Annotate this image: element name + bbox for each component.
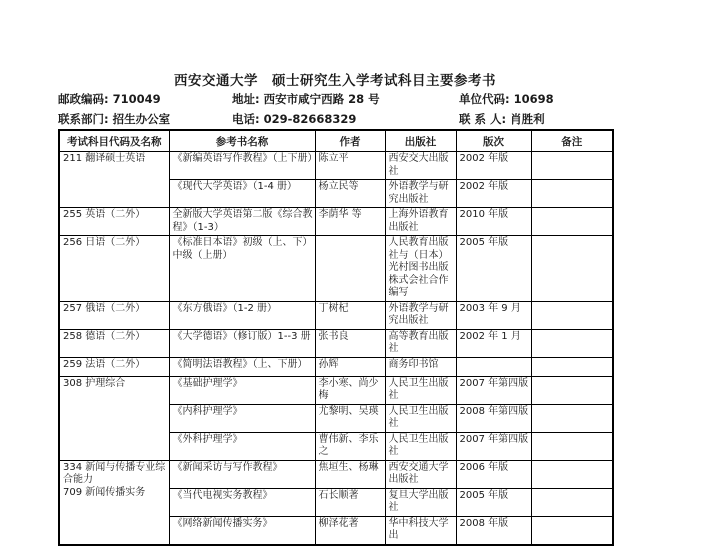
edition-cell: 2008 年第四版 (456, 404, 531, 432)
edition-cell: 2008 年版 (456, 516, 531, 545)
publisher-cell: 上海外语教育出版社 (385, 208, 456, 236)
postal-code-value: 710049 (112, 92, 161, 106)
author-cell: 尤黎明、吴瑛 (315, 404, 385, 432)
unit-code-label: 单位代码: (459, 92, 510, 106)
info-row-2 (58, 111, 612, 127)
header-edition: 版次 (456, 130, 531, 152)
header-author: 作者 (315, 130, 385, 152)
table-row (59, 236, 613, 302)
subject-cell: 256 日语（二外） (59, 236, 169, 302)
book-title-cell: 《简明法语教程》（上、下册） (169, 357, 315, 376)
note-cell (531, 208, 613, 236)
contact-person-value: 肖胜利 (510, 112, 545, 126)
table-body (59, 152, 613, 545)
note-cell (531, 404, 613, 432)
note-cell (531, 180, 613, 208)
subject-cell: 334 新闻与传播专业综合能力 709 新闻传播实务 (59, 460, 169, 545)
author-cell: 陈立平 (315, 152, 385, 180)
publisher-cell: 西安交通大学出版社 (385, 460, 456, 488)
author-cell: 柳泽花著 (315, 516, 385, 545)
address-label: 地址: (232, 92, 260, 106)
header-book-title: 参考书名称 (169, 130, 315, 152)
edition-cell: 2002 年 1 月 (456, 329, 531, 357)
header-note: 备注 (531, 130, 613, 152)
department-label: 联系部门: (58, 112, 109, 126)
phone-field (232, 111, 356, 127)
edition-cell: 2006 年版 (456, 460, 531, 488)
publisher-cell: 复旦大学出版社 (385, 488, 456, 516)
address-field (232, 91, 380, 107)
edition-cell: 2007 年第四版 (456, 376, 531, 404)
header-subject: 考试科目代码及名称 (59, 130, 169, 152)
book-title-cell: 《大学德语》（修订版）1--3 册 (169, 329, 315, 357)
publisher-cell: 高等教育出版社 (385, 329, 456, 357)
subject-cell: 255 英语（二外） (59, 208, 169, 236)
note-cell (531, 329, 613, 357)
header-publisher: 出版社 (385, 130, 456, 152)
edition-cell: 2005 年版 (456, 236, 531, 302)
note-cell (531, 516, 613, 545)
book-title-cell: 《内科护理学》 (169, 404, 315, 432)
unit-code-field (459, 91, 554, 107)
postal-code-field (58, 91, 161, 107)
department-value: 招生办公室 (112, 112, 171, 126)
table-row (59, 152, 613, 180)
publisher-cell: 人民教育出版社与（日本）光村图书出版株式会社合作编写 (385, 236, 456, 302)
note-cell (531, 432, 613, 460)
edition-cell: 2002 年版 (456, 180, 531, 208)
author-cell: 孙辉 (315, 357, 385, 376)
address-value: 西安市咸宁西路 28 号 (263, 92, 380, 106)
subject-cell: 308 护理综合 (59, 376, 169, 460)
author-cell: 张书良 (315, 329, 385, 357)
phone-label: 电话: (232, 112, 260, 126)
note-cell (531, 460, 613, 488)
info-row-1 (58, 91, 612, 107)
note-cell (531, 376, 613, 404)
book-title-cell: 《网络新闻传播实务》 (169, 516, 315, 545)
edition-cell: 2002 年版 (456, 152, 531, 180)
subject-cell: 257 俄语（二外） (59, 301, 169, 329)
note-cell (531, 357, 613, 376)
publisher-cell: 外语教学与研究出版社 (385, 180, 456, 208)
note-cell (531, 152, 613, 180)
author-cell: 丁树杞 (315, 301, 385, 329)
book-title-cell: 《新编英语写作教程》（上下册） (169, 152, 315, 180)
book-title-cell: 全新版大学英语第二版《综合教程》（1-3） (169, 208, 315, 236)
author-cell: 李荫华 等 (315, 208, 385, 236)
book-title-cell: 《现代大学英语》（1-4 册） (169, 180, 315, 208)
publisher-cell: 西安交大出版社 (385, 152, 456, 180)
phone-value: 029-82668329 (263, 112, 357, 126)
edition-cell: 2005 年版 (456, 488, 531, 516)
book-title-cell: 《标准日本语》初级（上、下）中级（上册） (169, 236, 315, 302)
publisher-cell: 人民卫生出版社 (385, 376, 456, 404)
edition-cell: 2010 年版 (456, 208, 531, 236)
publisher-cell: 外语教学与研究出版社 (385, 301, 456, 329)
table-header (59, 130, 613, 152)
table-row (59, 301, 613, 329)
book-title-cell: 《基础护理学》 (169, 376, 315, 404)
header-row (59, 130, 613, 152)
postal-code-label: 邮政编码: (58, 92, 109, 106)
publisher-cell: 华中科技大学出 (385, 516, 456, 545)
table-row (59, 460, 613, 488)
table-row (59, 208, 613, 236)
edition-cell (456, 357, 531, 376)
author-cell: 杨立民等 (315, 180, 385, 208)
table-row (59, 357, 613, 376)
reference-books-table (58, 129, 614, 546)
note-cell (531, 301, 613, 329)
edition-cell: 2007 年第四版 (456, 432, 531, 460)
author-cell: 李小寒、尚少梅 (315, 376, 385, 404)
contact-person-label: 联 系 人: (459, 112, 507, 126)
unit-code-value: 10698 (513, 92, 554, 106)
author-cell: 石长顺著 (315, 488, 385, 516)
publisher-cell: 人民卫生出版社 (385, 404, 456, 432)
author-cell (315, 236, 385, 302)
edition-cell: 2003 年 9 月 (456, 301, 531, 329)
publisher-cell: 人民卫生出版社 (385, 432, 456, 460)
book-title-cell: 《外科护理学》 (169, 432, 315, 460)
book-title-cell: 《东方俄语》（1-2 册） (169, 301, 315, 329)
table-row (59, 376, 613, 404)
table-row (59, 329, 613, 357)
book-title-cell: 《新闻采访与写作教程》 (169, 460, 315, 488)
doc-title: 西安交通大学 硕士研究生入学考试科目主要参考书 (174, 73, 496, 89)
publisher-cell: 商务印书馆 (385, 357, 456, 376)
department-field (58, 111, 170, 127)
author-cell: 曹伟新、李乐之 (315, 432, 385, 460)
subject-cell: 211 翻译硕士英语 (59, 152, 169, 208)
contact-person-field (459, 111, 545, 127)
note-cell (531, 236, 613, 302)
book-title-cell: 《当代电视实务教程》 (169, 488, 315, 516)
subject-cell: 258 德语（二外） (59, 329, 169, 357)
author-cell: 焦垣生、杨琳 (315, 460, 385, 488)
note-cell (531, 488, 613, 516)
subject-cell: 259 法语（二外） (59, 357, 169, 376)
